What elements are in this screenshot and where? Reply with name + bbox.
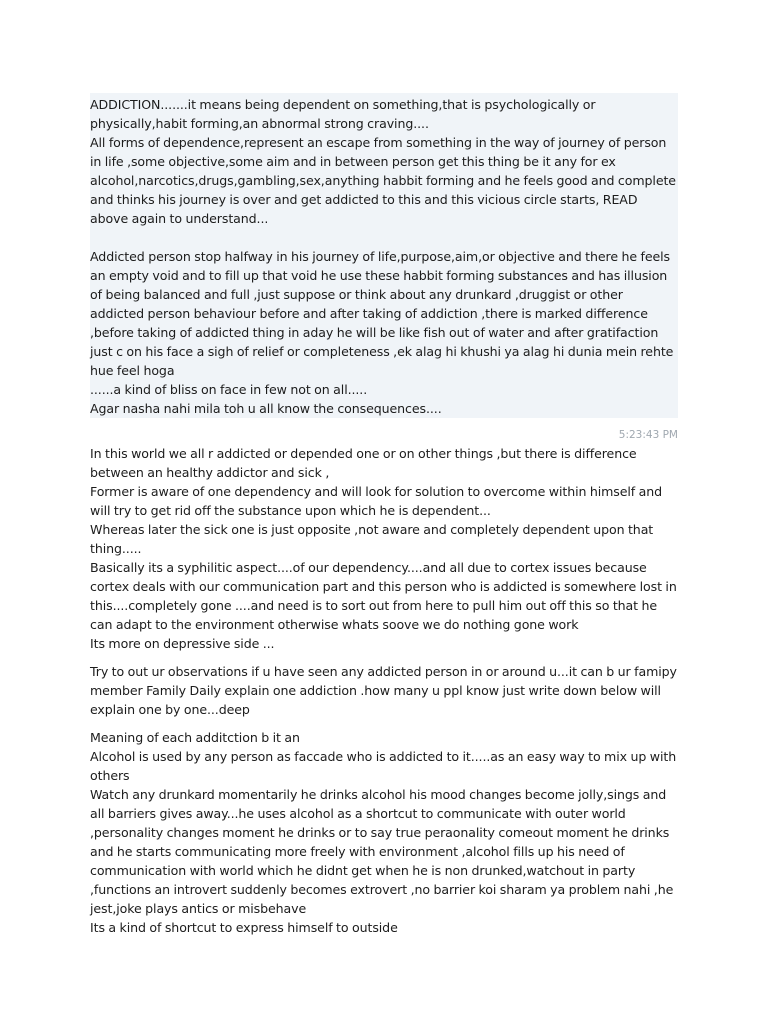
message-paragraph: ......a kind of bliss on face in few not on all..... — [90, 382, 368, 397]
message-alcohol-meaning[interactable] — [90, 728, 678, 937]
message-addiction-definition[interactable] — [90, 93, 678, 418]
chat-transcript — [90, 93, 678, 946]
message-timestamp: 5:23:43 PM — [618, 429, 678, 441]
message-paragraph: Whereas later the sick one is just opposite ,not aware and completely dependent upon that thing..... — [90, 522, 654, 556]
message-paragraph: Its more on depressive side ... — [90, 636, 275, 651]
message-paragraph: Former is aware of one dependency and will look for solution to overcome within himself and will try to get rid off the substance upon which he is dependent... — [90, 484, 663, 518]
message-paragraph: Agar nasha nahi mila toh u all know the consequences.... — [90, 401, 442, 416]
message-healthy-vs-sick[interactable] — [90, 444, 678, 653]
message-paragraph: In this world we all r addicted or depended one or on other things ,but there is difference between an healthy addictor and sick , — [90, 446, 637, 480]
message-paragraph: Meaning of each additction b it an — [90, 730, 300, 745]
message-paragraph: Watch any drunkard momentarily he drinks alcohol his mood changes become jolly,sings and all barriers gives away...he uses alcohol as a shortcut to communicate with outer world ,personality changes moment he drinks or to say true peraonality comeout moment he drinks and he starts communicating more freely with environment ,alcohol fills up his need of communication with world which he didnt get when he is non drunked,watchout in party ,functions an introvert suddenly becomes extrovert ,no barrier koi sharam ya problem nahi ,he jest,joke plays antics or misbehave — [90, 787, 674, 916]
message-paragraph: ADDICTION.......it means being dependent on something,that is psychologically or physically,habit forming,an abnormal strong craving.... — [90, 97, 596, 131]
message-paragraph: Alcohol is used by any person as faccade who is addicted to it.....as an easy way to mix up with others — [90, 749, 677, 783]
message-paragraph: Try to out ur observations if u have seen any addicted person in or around u...it can b ur famipy member Family Daily explain one addiction .how many u ppl know just write down below will explain one by one...deep — [90, 664, 677, 717]
message-paragraph: Its a kind of shortcut to express himself to outside — [90, 920, 398, 935]
message-paragraph: All forms of dependence,represent an escape from something in the way of journey of person in life ,some objective,some aim and in between person get this thing be it any for ex alcohol,narcotics,drugs,gambling,sex,anything habbit forming and he feels good and complete and thinks his journey is over and get addicted to this and this vicious circle starts, READ above again to understand... — [90, 135, 676, 226]
paragraph-gap — [90, 228, 678, 247]
message-observations-prompt[interactable] — [90, 662, 678, 719]
message-paragraph: Addicted person stop halfway in his journey of life,purpose,aim,or objective and there he feels an empty void and to fill up that void he use these habbit forming substances and has illusion of being balanced and full ,just suppose or think about any drunkard ,druggist or other addicted person behaviour before and after taking of addiction ,there is marked difference ,before taking of addicted thing in aday he will be like fish out of water and after gratifaction just c on his face a sigh of relief or completeness ,ek alag hi khushi ya alag hi dunia mein rehte hue feel hoga — [90, 249, 674, 378]
message-paragraph: Basically its a syphilitic aspect....of our dependency....and all due to cortex issues because cortex deals with our communication part and this person who is addicted is somewhere lost in this....completely gone ....and need is to sort out from here to pull him out off this so that he can adapt to the environment otherwise whats soove we do nothing gone work — [90, 560, 677, 632]
